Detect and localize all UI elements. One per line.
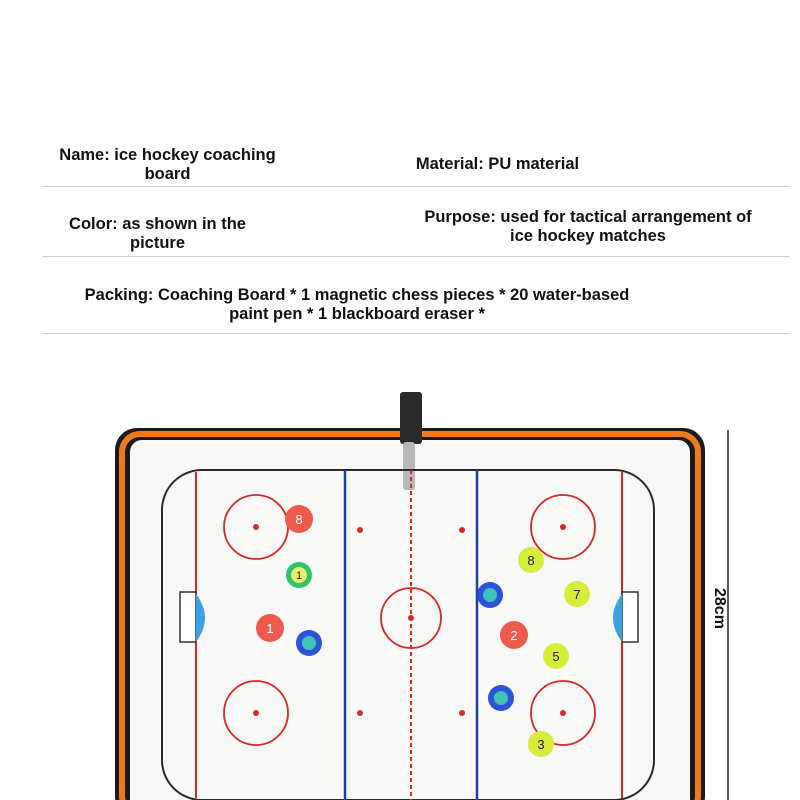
goal-left	[180, 592, 196, 642]
center-dot	[408, 615, 414, 621]
zipper-pull	[403, 442, 415, 490]
svg-text:5: 5	[552, 649, 560, 664]
svg-text:1: 1	[266, 621, 274, 636]
spec-purpose	[398, 208, 778, 246]
neutral-dot	[459, 710, 465, 716]
divider	[42, 256, 790, 257]
faceoff-dot	[253, 524, 259, 530]
magnet-piece-blue[interactable]	[488, 685, 514, 711]
magnet-piece-yellow[interactable]	[564, 581, 590, 607]
svg-text:8: 8	[295, 512, 303, 527]
zipper-tab	[400, 392, 422, 444]
spec-packing-line1: Packing: Coaching Board * 1 magnetic chess pieces * 20 water-based	[84, 286, 630, 304]
magnet-piece-red[interactable]	[500, 621, 528, 649]
divider	[42, 186, 790, 187]
faceoff-dot	[560, 710, 566, 716]
spec-color-line1: Color: as shown in the	[69, 215, 246, 233]
spec-name-line2: board	[144, 165, 191, 183]
spec-packing-line2: paint pen * 1 blackboard eraser *	[229, 305, 485, 323]
magnet-piece-yellow[interactable]	[543, 643, 569, 669]
faceoff-dot	[560, 524, 566, 530]
goal-right	[622, 592, 638, 642]
magnet-piece-red[interactable]	[256, 614, 284, 642]
neutral-dot	[357, 527, 363, 533]
spec-material: Material: PU material	[415, 155, 580, 173]
magnet-piece-blue[interactable]	[296, 630, 322, 656]
spec-color-line2: picture	[129, 234, 185, 252]
neutral-dot	[459, 527, 465, 533]
magnet-piece-yellow[interactable]	[528, 731, 554, 757]
spec-purpose-line1: Purpose: used for tactical arrangement of	[424, 208, 752, 226]
divider	[42, 333, 790, 334]
spec-color	[50, 215, 265, 253]
height-dimension-label: 28cm	[711, 588, 728, 629]
magnet-piece-blue[interactable]	[477, 582, 503, 608]
magnet-piece-yellow[interactable]	[518, 547, 544, 573]
neutral-dot	[357, 710, 363, 716]
spec-name-line1: Name: ice hockey coaching	[59, 146, 276, 164]
svg-text:1: 1	[295, 570, 303, 582]
spec-packing	[52, 286, 662, 324]
faceoff-dot	[253, 710, 259, 716]
svg-text:2: 2	[510, 628, 518, 643]
magnet-piece-red[interactable]	[285, 505, 313, 533]
svg-text:8: 8	[527, 553, 535, 568]
svg-text:3: 3	[537, 737, 545, 752]
svg-text:7: 7	[573, 587, 581, 602]
coaching-board-photo	[0, 380, 800, 800]
spec-purpose-line2: ice hockey matches	[510, 227, 666, 245]
spec-name	[40, 146, 295, 184]
magnet-piece-green[interactable]	[286, 562, 312, 588]
